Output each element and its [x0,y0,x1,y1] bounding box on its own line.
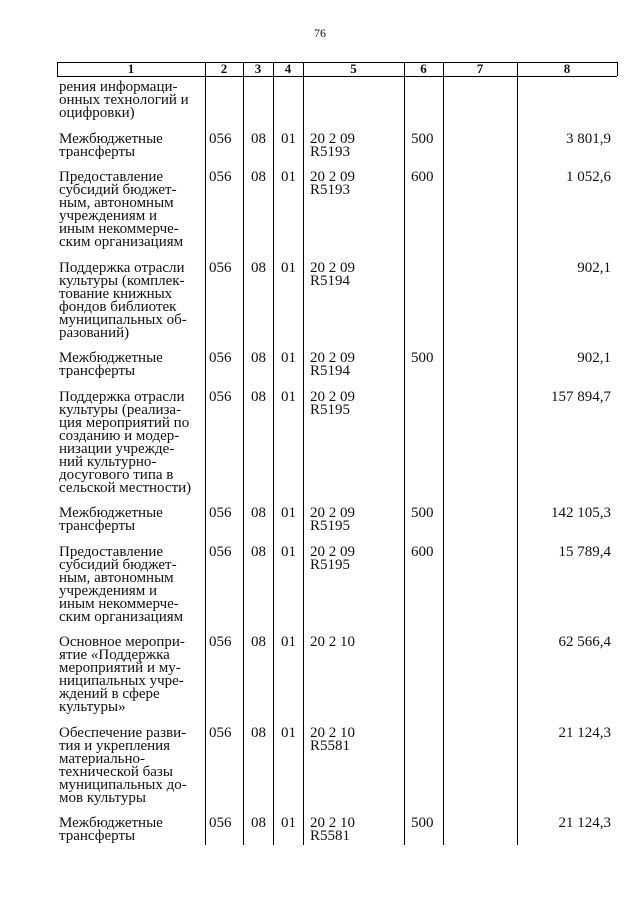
cell-col-3: 08 [251,350,266,366]
cell-amount: 15 789,4 [558,543,611,560]
budget-table [57,62,617,843]
cell-name: Предоставление субсидий бюджет- ным, автономным учреждениям и иным некоммерче- ским организациям [59,543,184,625]
cell-col-2: 056 [209,388,232,405]
cell-col-4: 01 [281,259,296,276]
cell-name: Межбюджетные трансферты [59,505,163,534]
cell-col-7 [443,391,517,495]
cell-col-2 [205,81,243,120]
cell-col-3: 08 [251,815,266,831]
cell-col-5: 20 2 10 [310,634,355,650]
cell-col-6 [404,81,443,120]
cell-col-7 [443,507,517,533]
cell-col-6: 500 [411,505,434,521]
cell-col-6 [404,636,443,714]
cell-col-3: 08 [251,169,266,185]
cell-col-5: 20 2 09 R5195 [310,505,355,534]
cell-col-5: 20 2 09 R5195 [310,543,355,573]
cell-col-3: 08 [251,543,266,560]
cell-col-6 [404,391,443,495]
cell-amount: 157 894,7 [551,388,611,405]
cell-amount: 142 105,3 [551,505,611,521]
cell-amount: 21 124,3 [558,724,611,741]
cell-col-4: 01 [281,130,296,147]
header-col-5: 5 [350,61,357,76]
table-row [57,388,617,496]
cell-col-2: 056 [209,169,232,185]
header-col-8: 8 [563,61,571,76]
cell-amount [517,81,617,120]
header-col-1: 1 [127,61,135,76]
cell-name: Поддержка отрасли культуры (реализа- ция мероприятий по созданию и модер- низации учрежде- ний культурно- досугового типа в сельской местности) [59,388,192,496]
cell-col-7 [443,171,517,249]
table-row [57,130,617,160]
cell-name: Межбюджетные трансферты [59,350,163,379]
table-row [57,507,617,533]
header-right-border [617,62,618,76]
cell-name: Межбюджетные трансферты [59,130,163,160]
cell-col-6 [404,262,443,340]
cell-col-7 [443,262,517,340]
table-row [57,171,617,249]
header-col-3: 3 [254,61,262,76]
cell-col-5 [303,81,404,120]
cell-col-5: 20 2 10 R5581 [310,815,355,844]
cell-col-2: 056 [209,634,232,650]
cell-col-6: 500 [411,130,434,147]
cell-col-6: 600 [411,543,434,560]
cell-col-5: 20 2 10 R5581 [310,724,355,754]
cell-name: Межбюджетные трансферты [59,815,163,844]
cell-col-4: 01 [281,505,296,521]
cell-col-4 [273,81,303,120]
cell-col-6: 600 [411,169,434,185]
table-row [57,81,617,120]
cell-col-4: 01 [281,724,296,741]
table-row [57,724,617,806]
cell-name: Поддержка отрасли культуры (комплек- тование книжных фондов библиотек муниципальных об- разований) [59,259,187,341]
cell-col-7 [443,133,517,159]
cell-col-4: 01 [281,350,296,366]
header-col-4: 4 [284,61,292,76]
cell-name: Предоставление субсидий бюджет- ным, автономным учреждениям и иным некоммерче- ским организациям [59,169,184,250]
cell-col-5: 20 2 09 R5193 [310,130,355,160]
cell-col-2: 056 [209,259,232,276]
cell-col-3: 08 [251,724,266,741]
cell-col-3: 08 [251,388,266,405]
cell-col-2: 056 [209,543,232,560]
cell-name: рения информаци- онных технологий и оцифровки) [59,79,189,121]
cell-amount: 62 566,4 [558,634,611,650]
header-col-2: 2 [220,61,228,76]
cell-col-2: 056 [209,350,232,366]
cell-col-5: 20 2 09 R5195 [310,388,355,418]
cell-col-6 [404,727,443,805]
cell-col-3: 08 [251,505,266,521]
cell-col-5: 20 2 09 R5194 [310,259,355,289]
cell-name: Обеспечение разви- тия и укрепления материально- технической базы муниципальных до- мов культуры [59,724,187,806]
header-col-7: 7 [476,61,484,76]
table-row [57,352,617,378]
cell-col-6: 500 [411,350,434,366]
cell-col-6: 500 [411,815,434,831]
cell-amount: 1 052,6 [566,169,611,185]
cell-col-3 [243,81,273,120]
cell-col-4: 01 [281,543,296,560]
cell-col-3: 08 [251,259,266,276]
table-row [57,636,617,714]
cell-col-7 [443,636,517,714]
header-col-6: 6 [420,61,427,76]
cell-col-2: 056 [209,505,232,521]
cell-amount: 902,1 [577,350,611,366]
cell-col-2: 056 [209,130,232,147]
table-row [57,259,617,341]
cell-col-5: 20 2 09 R5194 [310,350,355,379]
cell-col-3: 08 [251,634,266,650]
cell-amount: 21 124,3 [558,815,611,831]
cell-amount: 3 801,9 [566,130,611,147]
cell-col-4: 01 [281,169,296,185]
cell-amount: 902,1 [577,259,611,276]
cell-col-4: 01 [281,815,296,831]
table-row [57,543,617,625]
cell-col-7 [443,817,517,843]
cell-col-7 [443,352,517,378]
cell-col-4: 01 [281,634,296,650]
cell-col-2: 056 [209,724,232,741]
cell-name: Основное меропри- ятие «Поддержка мероприятий и му- ниципальных учре- ждений в сфере культуры» [59,634,185,715]
cell-col-5: 20 2 09 R5193 [310,169,355,198]
table-body [57,77,617,843]
cell-col-7 [443,727,517,805]
cell-col-7 [443,546,517,624]
table-row [57,817,617,843]
cell-col-4: 01 [281,388,296,405]
cell-col-7 [443,81,517,120]
page-number: 76 [314,26,326,40]
table-header-row [57,62,617,77]
cell-col-2: 056 [209,815,232,831]
cell-col-3: 08 [251,130,266,147]
